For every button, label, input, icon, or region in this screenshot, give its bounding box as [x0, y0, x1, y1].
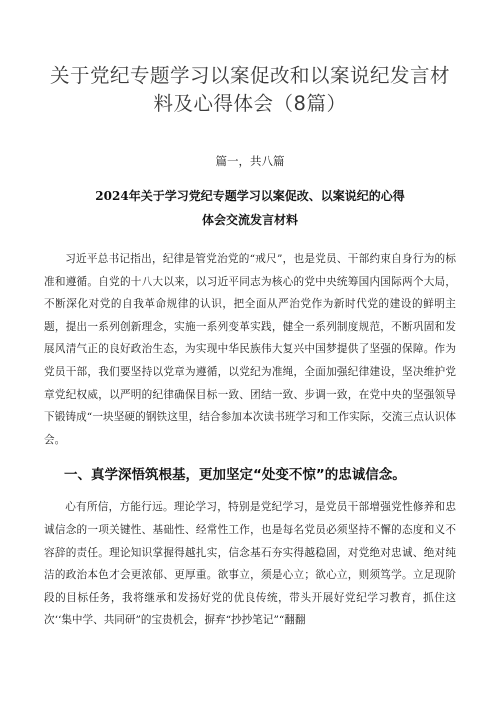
article-title-line-2: 体会交流发言材料: [201, 213, 298, 227]
section-heading-1: 一、真学深悟筑根基，更加坚定“处变不惊”的忠诚信念。: [64, 467, 406, 484]
body-paragraph-1: 习近平总书记指出，纪律是管党治党的“戒尺”，也是党员、干部约束自身行为的标准和遵循。自党的十八大以来，以习近平同志为核心的党中央统筹国内国际两个大局，不断深化对党的自我革命规律的认识，把全面从严治党作为新时代党的建设的鲜明主题，提出一系列创新理念，实施一系列变革实践，健全一系列制度规范，不断巩固和发展风清气正的良好政治生态，为实现中华民族伟大复兴中国梦提供了坚强的保障。作为党员干部，我们要坚持以党章为遵循，以党纪为准绳，全面加强纪律建设，坚决维护党章党纪权威，以严明的纪律确保目标一致、团结一致、步调一致，在党中央的坚强领导下锻铸成“一块坚硬的钢铁这里，结合参加本次读书班学习和工作实际，交流三点认识体会。: [44, 253, 456, 446]
section-label: 篇一，共八篇: [215, 154, 285, 168]
body-paragraph-2: 心有所信，方能行远。理论学习，特别是党纪学习，是党员干部增强党性修养和忠诚信念的一项关键性、基础性、经常性工作，也是每名党员必须坚持不懈的态度和义不容辞的责任。理论知识掌握得越扎实，信念基石夯实得越稳固，对党绝对忠诚、绝对纯洁的政治本色才会更浓郁、更厚重。欲事立，须是心立；欲心立，则须笃学。立足现阶段的目标任务，我将继承和发扬好党的优良传统，带头开展好党纪学习教育，抓住这次‘‘集中学、共同研”的宝贵机会，摒弃“抄抄笔记”“翻翻: [44, 501, 456, 627]
document-title: 关于党纪专题学习以案促改和以案说纪发言材料及心得体会（8篇）: [49, 64, 450, 115]
article-title: [44, 184, 456, 232]
article-title-line-1: 2024年关于学习党纪专题学习以案促改、以案说纪的心得: [95, 189, 405, 203]
